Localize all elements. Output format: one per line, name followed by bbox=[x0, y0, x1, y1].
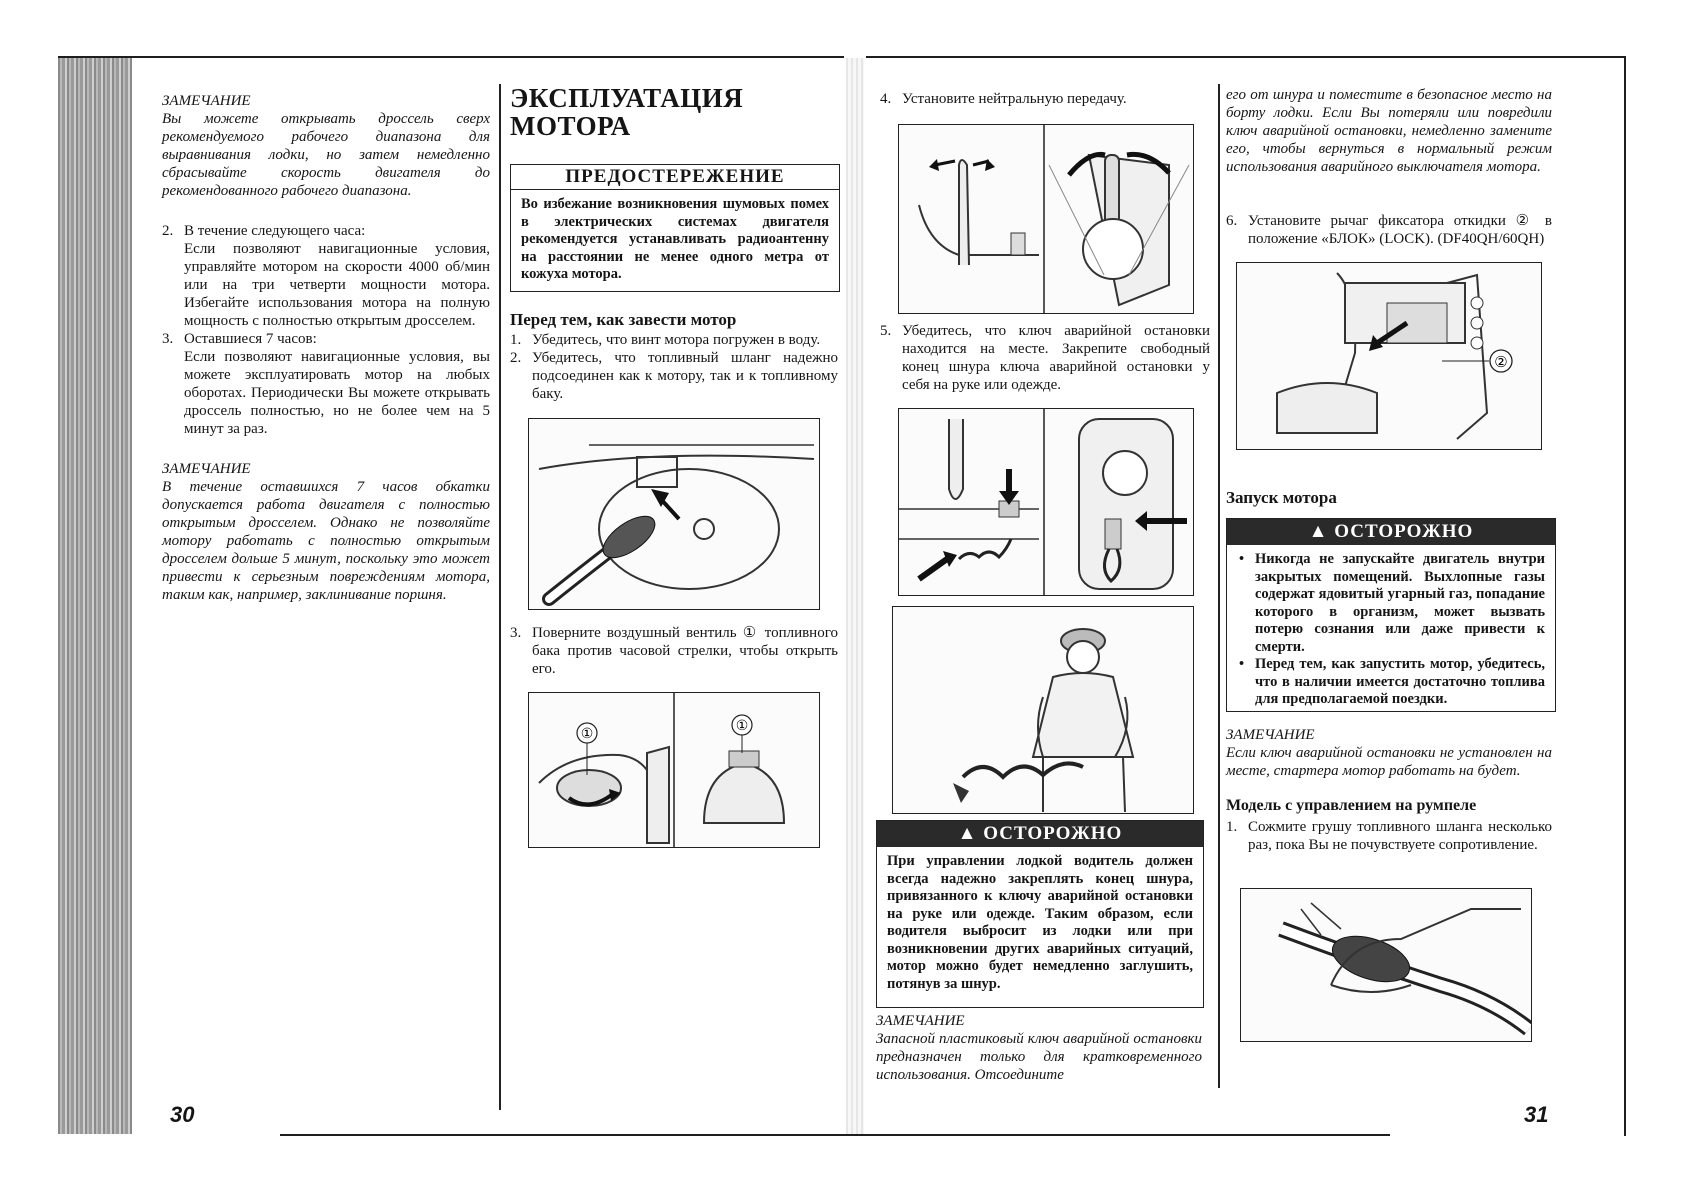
note-starter bbox=[1226, 726, 1552, 780]
list-item-text: Установите рычаг фиксатора откидки ② в положение «БЛОК» (LOCK). (DF40QH/60QH) bbox=[1248, 213, 1552, 247]
bullet-icon: • bbox=[1239, 656, 1245, 672]
list-item bbox=[510, 331, 838, 349]
note-text: Вы можете открывать дроссель сверх рекомендуемого рабочего диапазона для выравнивания лодки, но затем немедленно сбрасывайте скорость двигателя до рекомендованного рабочего диапазона. bbox=[162, 111, 490, 199]
warning-header bbox=[877, 821, 1203, 847]
list-number: 1. bbox=[510, 332, 522, 348]
page-number-left: 30 bbox=[170, 1102, 195, 1127]
list-item-primer-bulb bbox=[1226, 818, 1552, 854]
list-item-text: Убедитесь, что ключ аварийной остановки находится на месте. Закрепите свободный конец шнура ключа аварийной остановки у себя на руке или одежде. bbox=[902, 323, 1210, 393]
warning-bullet bbox=[1235, 656, 1545, 709]
column-rule-left bbox=[499, 84, 501, 1110]
warning-bullet-text: Перед тем, как запустить мотор, убедитесь, что в наличии имеется достаточно топлива для предполагаемой поездки. bbox=[1255, 656, 1545, 707]
warning-exhaust-box bbox=[1226, 518, 1556, 712]
note-spare-key-continued: его от шнура и поместите в безопасное место на борту лодки. Если Вы потеряли или повредили ключ аварийной остановки, немедленно замените его, чтобы вернуться в нормальный режим использования аварийного выключателя мотора. bbox=[1226, 87, 1552, 175]
list-number: 2. bbox=[510, 350, 522, 366]
list-number: 5. bbox=[880, 323, 892, 339]
note-text: Запасной пластиковый ключ аварийной остановки предназначен только для кратковременного использования. Отсоедините bbox=[876, 1031, 1202, 1083]
warning-triangle-icon: ▲ bbox=[957, 823, 978, 844]
note-text: Если ключ аварийной остановки не установлен на месте, стартера мотор работать на будет. bbox=[1226, 745, 1552, 779]
list-item-next-hour bbox=[162, 222, 490, 330]
start-motor-heading: Запуск мотора bbox=[1226, 488, 1337, 507]
fuel-hose-figure bbox=[528, 418, 820, 610]
caution-text: Во избежание возникновения шумовых помех в электрических системах двигателя рекомендуется устанавливать радиоантенну на расстоянии не менее одного метра от кожуха мотора. bbox=[521, 196, 829, 282]
list-item-title: В течение следующего часа: bbox=[184, 223, 366, 239]
note-title: ЗАМЕЧАНИЕ bbox=[1226, 727, 1315, 743]
tiller-model-heading: Модель с управлением на румпеле bbox=[1226, 797, 1477, 814]
list-item-text: Если позволяют навигационные условия, управляйте мотором на скорости 4000 об/мин или на три четверти мощности мотора. Избегайте использования мотора на полную мощность с полностью открытым дросселем. bbox=[184, 241, 490, 329]
list-item-text: Сожмите грушу топливного шланга несколько раз, пока Вы не почувствуете сопротивление. bbox=[1248, 819, 1552, 853]
operator-lanyard-figure bbox=[892, 606, 1194, 814]
bullet-icon: • bbox=[1239, 551, 1245, 567]
neutral-gear-figure bbox=[898, 124, 1194, 314]
warning-bullet-text: Никогда не запускайте двигатель внутри закрытых помещений. Выхлопные газы содержат ядовитый угарный газ, попадание которого в организм, может вызвать потерю сознания или даже привести к смерти. bbox=[1255, 551, 1545, 655]
list-item-tilt-lock bbox=[1226, 212, 1552, 248]
operator-drawing bbox=[893, 607, 1193, 813]
list-item-stop-key bbox=[880, 322, 1210, 394]
note-title: ЗАМЕЧАНИЕ bbox=[876, 1013, 965, 1029]
before-start-list bbox=[510, 331, 838, 403]
note-text: В течение оставшихся 7 часов обкатки допускается работа двигателя с полностью открытым дросселем. Однако не позволяйте мотору работать с полностью открытым дросселем дольше 5 минут, поскольку это может привести к серьезным повреждениям мотора, таким как, например, заклинивание поршня. bbox=[162, 479, 490, 603]
top-border-right bbox=[866, 56, 1626, 58]
list-item-text: Если позволяют навигационные условия, вы можете эксплуатировать мотор на любых оборотах. Периодически Вы можете открывать дроссель полностью, но не более чем на 5 минут за раз. bbox=[184, 349, 490, 437]
list-number: 6. bbox=[1226, 213, 1238, 229]
list-item-remaining-hours bbox=[162, 330, 490, 438]
warning-header bbox=[1227, 519, 1555, 545]
note-full-throttle bbox=[162, 460, 490, 604]
note-title: ЗАМЕЧАНИЕ bbox=[162, 93, 251, 109]
list-number: 4. bbox=[880, 91, 892, 107]
callout-2: ② bbox=[1494, 353, 1508, 371]
list-item-text: Убедитесь, что топливный шланг надежно подсоединен как к мотору, так и к топливному баку. bbox=[532, 350, 838, 402]
air-vent-drawing bbox=[529, 693, 819, 847]
warning-triangle-icon: ▲ bbox=[1308, 521, 1329, 542]
list-item-text: Установите нейтральную передачу. bbox=[902, 91, 1127, 107]
stop-key-figure bbox=[898, 408, 1194, 596]
list-number: 3. bbox=[162, 331, 174, 347]
section-title: ЭКСПЛУАТАЦИЯ МОТОРА bbox=[510, 83, 744, 141]
warning-lanyard-box bbox=[876, 820, 1204, 1008]
book-gutter bbox=[846, 58, 864, 1134]
list-item bbox=[510, 349, 838, 403]
top-border-left bbox=[58, 56, 844, 58]
list-item-neutral bbox=[880, 90, 1210, 108]
warning-text: При управлении лодкой водитель должен всегда надежно закреплять конец шнура, привязанного к ключу аварийной остановки на руке или одежде. Таким образом, если водителя выбросит из лодки или при возникновении других аварийных ситуаций, мотор можно будет немедленно заглушить, потянув за шнур. bbox=[887, 853, 1193, 992]
note-spare-key bbox=[876, 1012, 1202, 1084]
fuel-hose-drawing bbox=[529, 419, 819, 609]
note-overrev bbox=[162, 92, 490, 200]
caution-title: ПРЕДОСТЕРЕЖЕНИЕ bbox=[511, 165, 839, 190]
warning-title: ОСТОРОЖНО bbox=[1334, 521, 1474, 542]
neutral-gear-drawing bbox=[899, 125, 1193, 313]
callout-1b: ① bbox=[735, 718, 749, 734]
column-rule-right bbox=[1218, 84, 1220, 1088]
list-item-text: Убедитесь, что винт мотора погружен в воду. bbox=[532, 332, 821, 348]
tilt-lock-drawing bbox=[1237, 263, 1541, 449]
primer-bulb-drawing bbox=[1241, 889, 1531, 1041]
list-item-vent bbox=[510, 624, 838, 678]
caution-box bbox=[510, 164, 840, 292]
before-start-heading: Перед тем, как завести мотор bbox=[510, 310, 737, 329]
air-vent-figure bbox=[528, 692, 820, 848]
list-item-text: Поверните воздушный вентиль ① топливного бака против часовой стрелки, чтобы открыть его. bbox=[532, 625, 838, 677]
list-number: 2. bbox=[162, 223, 174, 239]
warning-title: ОСТОРОЖНО bbox=[983, 823, 1123, 844]
note-title: ЗАМЕЧАНИЕ bbox=[162, 461, 251, 477]
warning-bullet bbox=[1235, 551, 1545, 656]
list-item-title: Оставшиеся 7 часов: bbox=[184, 331, 317, 347]
stop-key-drawing bbox=[899, 409, 1193, 595]
page-number-right: 31 bbox=[1524, 1102, 1549, 1127]
list-number: 3. bbox=[510, 625, 522, 641]
tilt-lock-figure bbox=[1236, 262, 1542, 450]
callout-1a: ① bbox=[580, 726, 594, 742]
scan-binding-shadow bbox=[58, 58, 132, 1134]
list-number: 1. bbox=[1226, 819, 1238, 835]
bottom-border bbox=[280, 1134, 1390, 1136]
primer-bulb-figure bbox=[1240, 888, 1532, 1042]
right-edge bbox=[1624, 56, 1626, 1136]
